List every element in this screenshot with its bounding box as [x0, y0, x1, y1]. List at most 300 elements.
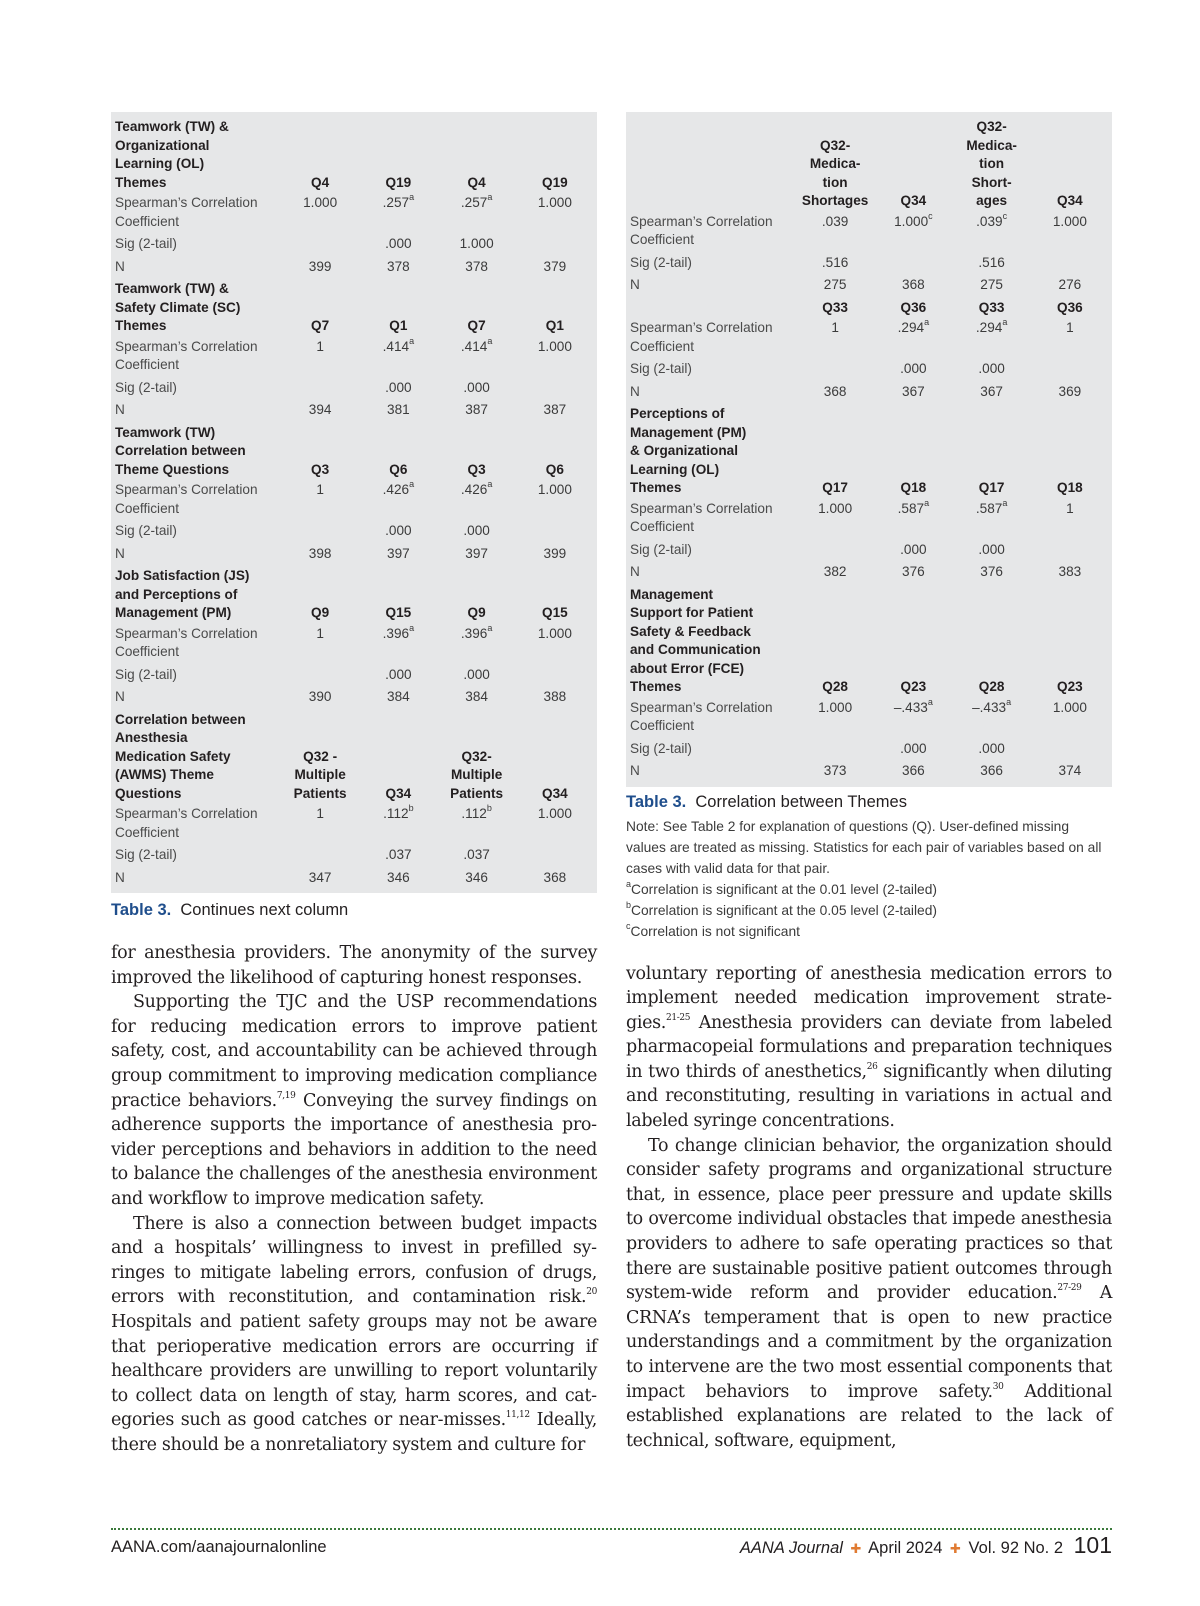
section-title-line: Themes — [115, 318, 167, 333]
table-cell — [874, 539, 952, 562]
footnote-marker: c — [1002, 210, 1008, 221]
table-cell — [281, 844, 359, 867]
note-text: Note: See Table 2 for explanation of questions (Q). User-defined missing values are treated as missing. Statistics for each pair of variables based on all cases with valid data for that pair. — [626, 818, 1102, 876]
table-cell — [281, 520, 359, 543]
row-label-line: Spearman’s Correlation — [115, 338, 258, 354]
cell-value: 1.000 — [303, 195, 338, 210]
cell-value: .112 — [383, 806, 409, 821]
table-cell — [953, 381, 1031, 404]
cell-value: 368 — [902, 277, 925, 292]
table-cell — [281, 543, 359, 566]
paragraph-text: A CRNA’s temperament that is open to new practice understandings and a commitment by the organization to intervene are the two most essential components that impact behaviors to improve safety. — [626, 1283, 1112, 1402]
section-title — [630, 297, 796, 318]
column-header: Q32- Multiple Patients — [450, 748, 504, 801]
cell-value: 373 — [823, 763, 847, 778]
footnote-marker: a — [409, 622, 415, 633]
column-header: Q32 - Multiple Patients — [293, 748, 347, 801]
row-label — [115, 399, 281, 422]
row-label — [115, 520, 281, 543]
page-number: 101 — [1073, 1532, 1112, 1558]
table-row — [115, 192, 594, 233]
row-label — [115, 256, 281, 279]
table-cell — [359, 520, 437, 543]
table-row — [630, 317, 1109, 358]
table-header-row — [630, 403, 1109, 498]
section-title-line: and Perceptions of — [115, 586, 238, 602]
table-cell — [874, 274, 952, 297]
row-label-line: Coefficient — [630, 519, 694, 534]
table-cell — [953, 358, 1031, 381]
column-header: Q17 — [978, 480, 1005, 495]
table-cell — [359, 543, 437, 566]
column-header: Q7 — [311, 318, 330, 333]
table-cell — [438, 623, 516, 664]
table-cell — [516, 192, 594, 233]
section-title-line: Perceptions of — [630, 406, 725, 421]
citation-marker: 21-25 — [665, 1012, 691, 1023]
section-title-line: Learning (OL) — [115, 156, 205, 171]
row-label-line: N — [630, 564, 640, 579]
table-header-row — [115, 422, 594, 480]
cell-value: 399 — [543, 545, 567, 561]
table-cell — [516, 479, 594, 520]
table-cell — [1031, 697, 1109, 738]
table-cell — [1031, 358, 1109, 381]
cell-value: .000 — [385, 666, 412, 682]
row-label-line: Sig (2-tail) — [630, 361, 692, 376]
table-caption-right — [626, 793, 1112, 812]
row-label — [115, 479, 281, 520]
table-cell — [516, 399, 594, 422]
table-cell — [796, 252, 874, 275]
cell-value: 347 — [308, 869, 332, 885]
table-cell — [359, 377, 437, 400]
row-label-line: Spearman’s Correlation — [630, 213, 773, 229]
table-cell — [796, 760, 874, 783]
table-note — [626, 921, 1112, 942]
cell-value: .257 — [460, 195, 488, 210]
table-notes — [626, 816, 1112, 942]
row-label-line: Coefficient — [630, 338, 694, 354]
table-cell — [796, 539, 874, 562]
cell-value: 376 — [980, 564, 1003, 579]
table-cell — [438, 192, 516, 233]
table-row — [630, 738, 1109, 761]
table-cell — [953, 760, 1031, 783]
footnote-marker: a — [1002, 497, 1008, 508]
table-cell — [796, 317, 874, 358]
table-cell — [953, 498, 1031, 539]
correlation-table-right — [630, 116, 1109, 783]
footnote-marker: a — [626, 878, 632, 889]
section-title-line: Theme Questions — [115, 461, 230, 477]
section-title-line: about Error (FCE) — [630, 660, 745, 676]
cell-value: .000 — [463, 666, 490, 682]
column-header: Q9 — [311, 605, 330, 620]
column-header: Q34 — [900, 193, 927, 208]
footer-citation — [740, 1532, 1112, 1559]
row-label-line: N — [115, 402, 125, 417]
footnote-marker: a — [409, 192, 415, 203]
note-text: Correlation is significant at the 0.05 level (2-tailed) — [631, 902, 937, 918]
cell-value: 1 — [316, 806, 324, 821]
body-text-left — [111, 941, 597, 1457]
table-row — [115, 623, 594, 664]
table-cell — [281, 399, 359, 422]
footnote-marker: a — [487, 335, 493, 346]
caption-text: Continues next column — [180, 901, 349, 919]
table-row — [115, 256, 594, 279]
row-label — [115, 686, 281, 709]
table-row — [115, 520, 594, 543]
cell-value: 368 — [543, 869, 567, 885]
table-row — [115, 844, 594, 867]
section-title-line: Teamwork (TW) & — [115, 281, 229, 296]
cell-value: .037 — [385, 847, 412, 862]
row-label — [630, 317, 796, 358]
row-label-line: N — [115, 545, 125, 561]
table-cell — [359, 664, 437, 687]
table-cell — [438, 543, 516, 566]
cell-value: 374 — [1058, 763, 1082, 778]
row-label-line: Sig (2-tail) — [115, 666, 177, 682]
table-cell — [796, 211, 874, 252]
row-label-line: Coefficient — [115, 213, 179, 229]
cell-value: 1.000 — [818, 500, 853, 516]
table-cell — [874, 252, 952, 275]
table-row — [115, 543, 594, 566]
table-cell — [281, 664, 359, 687]
row-label-line: Spearman’s Correlation — [630, 699, 773, 715]
row-label — [115, 377, 281, 400]
section-title-line: Medication Safety — [115, 748, 231, 764]
cell-value: .396 — [382, 625, 410, 641]
column-header: Q34 — [542, 785, 568, 801]
section-title-line: Correlation between — [115, 443, 246, 458]
table-cell — [516, 336, 594, 377]
table-cell — [438, 377, 516, 400]
cell-value: 1 — [1066, 500, 1074, 516]
table-header-row — [115, 565, 594, 623]
table-cell — [359, 399, 437, 422]
row-label-line: Spearman’s Correlation — [630, 320, 773, 335]
column-header: Q17 — [822, 480, 848, 495]
row-label-line: Coefficient — [630, 232, 694, 247]
table-cell — [438, 520, 516, 543]
column-header: Q1 — [389, 318, 408, 333]
cell-value: 367 — [902, 383, 925, 399]
table-cell — [438, 336, 516, 377]
caption-label: Table 3. — [111, 901, 172, 919]
cell-value: 276 — [1058, 277, 1082, 292]
cell-value: 275 — [980, 277, 1003, 292]
table-cell — [281, 377, 359, 400]
footnote-marker: b — [408, 803, 414, 814]
row-label-line: Coefficient — [630, 718, 694, 733]
cell-value: 397 — [387, 545, 410, 561]
footer-divider — [111, 1528, 1112, 1530]
cell-value: 1.000 — [537, 806, 572, 821]
cell-value: 1.000 — [537, 338, 572, 354]
table-cell — [281, 623, 359, 664]
section-title-line: Teamwork (TW) — [115, 424, 216, 440]
row-label — [630, 498, 796, 539]
table-cell — [953, 561, 1031, 584]
footnote-marker: b — [626, 899, 632, 910]
cell-value: 394 — [308, 402, 332, 417]
table-note — [626, 879, 1112, 900]
column-header: Q6 — [389, 461, 408, 477]
table-3-part-1 — [111, 112, 597, 893]
cell-value: .426 — [382, 482, 410, 497]
cell-value: 382 — [823, 564, 847, 579]
table-cell — [359, 803, 437, 844]
table-cell — [953, 317, 1031, 358]
row-label-line: Sig (2-tail) — [630, 541, 692, 557]
section-title-line: (AWMS) Theme — [115, 767, 214, 782]
table-cell — [1031, 539, 1109, 562]
cell-value: .257 — [382, 195, 410, 210]
table-cell — [953, 211, 1031, 252]
table-cell — [281, 686, 359, 709]
citation-marker: 26 — [866, 1062, 878, 1073]
row-label — [115, 867, 281, 890]
table-row — [630, 561, 1109, 584]
column-header: Q34 — [385, 785, 412, 801]
cell-value: 1 — [831, 320, 839, 335]
table-cell — [281, 192, 359, 233]
column-header: Q4 — [311, 174, 330, 190]
cell-value: .426 — [460, 482, 488, 497]
cell-value: 381 — [387, 402, 410, 417]
table-header-row — [115, 709, 594, 804]
footnote-marker: a — [409, 335, 415, 346]
column-header: Q15 — [385, 605, 412, 620]
column-header: Q32- Medica- tion Shortages — [801, 137, 869, 208]
row-label-line: Spearman’s Correlation — [115, 625, 258, 641]
table-cell — [796, 381, 874, 404]
section-title-line: Safety Climate (SC) — [115, 299, 241, 315]
cell-value: .000 — [385, 523, 412, 538]
body-paragraph — [111, 1212, 597, 1458]
cell-value: 388 — [543, 689, 567, 704]
footnote-marker: a — [1006, 696, 1012, 707]
table-row — [115, 803, 594, 844]
table-cell — [516, 520, 594, 543]
footer-url[interactable]: AANA.com/aanajournalonline — [111, 1538, 327, 1556]
table-cell — [953, 738, 1031, 761]
row-label — [630, 738, 796, 761]
section-title-line: Correlation between — [115, 711, 246, 727]
cell-value: .414 — [460, 338, 488, 354]
table-row — [115, 377, 594, 400]
table-cell — [359, 256, 437, 279]
column-header: Q36 — [900, 299, 927, 315]
table-cell — [796, 358, 874, 381]
column-header: Q36 — [1057, 299, 1083, 315]
table-row — [630, 381, 1109, 404]
cell-value: 399 — [308, 258, 332, 274]
table-cell — [438, 867, 516, 890]
cell-value: .294 — [975, 320, 1003, 335]
section-title — [115, 565, 281, 623]
column-header: Q32- Medica- tion Short- ages — [966, 119, 1017, 208]
cell-value: 1.000 — [459, 236, 494, 251]
table-cell — [516, 377, 594, 400]
section-title — [630, 584, 796, 697]
section-title-line: Learning (OL) — [630, 461, 720, 477]
row-label-line: Sig (2-tail) — [115, 523, 177, 538]
table-cell — [1031, 252, 1109, 275]
footnote-marker: a — [487, 622, 493, 633]
body-paragraph — [626, 962, 1112, 1134]
row-label-line: Coefficient — [115, 500, 179, 516]
cell-value: .000 — [900, 740, 927, 756]
table-row — [115, 399, 594, 422]
citation-marker: 20 — [586, 1287, 597, 1298]
body-paragraph — [111, 990, 597, 1211]
paragraph-text: Anesthesia providers can deviate from labeled pharmacopeial formulations and preparation techniques in two thirds of anesthetics, — [626, 1012, 1112, 1082]
cell-value: .000 — [978, 541, 1005, 557]
volume-issue: Vol. 92 No. 2 — [968, 1539, 1064, 1557]
cell-value: 275 — [823, 277, 847, 292]
table-cell — [1031, 381, 1109, 404]
table-cell — [1031, 738, 1109, 761]
table-cell — [516, 664, 594, 687]
table-header-row — [115, 116, 594, 192]
table-cell — [438, 233, 516, 256]
table-cell — [953, 539, 1031, 562]
table-cell — [796, 498, 874, 539]
cell-value: 1 — [1066, 320, 1074, 335]
column-header: Q23 — [1057, 679, 1083, 694]
table-cell — [874, 697, 952, 738]
table-cell — [874, 738, 952, 761]
cell-value: 1.000 — [818, 699, 853, 715]
table-cell — [1031, 498, 1109, 539]
cell-value: .039 — [821, 213, 849, 229]
cell-value: 1.000 — [537, 482, 572, 497]
paragraph-text: To change clinician behavior, the organization should consider safety programs and organizational structure that, in essence, place peer pressure and update skills to overcome individual obstacles that impede anesthesia providers to adhere to safe operating practices so that there are sustainable positive patient outcomes through system-wide reform and provider education. — [626, 1135, 1112, 1304]
column-header: Q6 — [545, 461, 564, 477]
table-cell — [516, 623, 594, 664]
row-label-line: Sig (2-tail) — [630, 740, 692, 756]
cell-value: .000 — [463, 379, 490, 395]
table-cell — [874, 317, 952, 358]
table-caption-left — [111, 901, 597, 920]
column-header: Q9 — [467, 605, 486, 620]
table-row — [630, 539, 1109, 562]
section-title — [115, 709, 281, 804]
row-label-line: N — [630, 383, 640, 399]
table-cell — [359, 479, 437, 520]
column-header: Q28 — [978, 679, 1005, 694]
table-row — [630, 274, 1109, 297]
cell-value: 379 — [543, 258, 567, 274]
table-cell — [438, 256, 516, 279]
section-title-line: Anesthesia — [115, 730, 188, 745]
table-cell — [516, 543, 594, 566]
paragraph-text: for anesthesia providers. The anonymity of the survey improved the likelihood of capturing honest responses. — [111, 943, 597, 988]
cell-value: .587 — [975, 500, 1003, 516]
column-header: Q3 — [311, 461, 330, 477]
row-label-line: Sig (2-tail) — [630, 254, 692, 270]
paragraph-text: Hospitals and patient safety groups may not be aware that perioperative medication errors are occurring if healthcare providers are unwilling to report voluntarily to collect data on length of stay, harm scores, and categories such as good catches or near-misses. — [111, 1311, 597, 1431]
cell-value: 368 — [823, 383, 847, 399]
section-title-line: Themes — [630, 679, 682, 694]
cell-value: 384 — [465, 689, 488, 704]
journal-name: AANA Journal — [739, 1539, 843, 1557]
cell-value: 398 — [308, 545, 332, 561]
cell-value: .037 — [463, 847, 490, 862]
body-paragraph — [111, 941, 597, 990]
row-label — [630, 358, 796, 381]
table-cell — [516, 844, 594, 867]
column-header: Q23 — [900, 679, 927, 694]
table-row — [115, 233, 594, 256]
citation-marker: 30 — [992, 1381, 1004, 1392]
citation-marker: 7,19 — [276, 1090, 296, 1101]
cell-value: 384 — [387, 689, 410, 704]
cell-value: .000 — [978, 361, 1005, 376]
section-title-line: Teamwork (TW) & — [115, 119, 229, 134]
cell-value: 367 — [980, 383, 1003, 399]
row-label — [630, 211, 796, 252]
cell-value: 1 — [316, 625, 324, 641]
row-label-line: Sig (2-tail) — [115, 379, 177, 395]
cell-value: 378 — [387, 258, 410, 274]
section-title — [115, 278, 281, 336]
row-label — [115, 623, 281, 664]
cell-value: .000 — [978, 740, 1005, 756]
cell-value: 1 — [316, 482, 324, 497]
table-row — [630, 498, 1109, 539]
table-cell — [874, 358, 952, 381]
row-label — [630, 381, 796, 404]
footnote-marker: a — [927, 696, 933, 707]
table-cell — [874, 760, 952, 783]
row-label-line: Spearman’s Correlation — [115, 195, 258, 210]
row-label — [115, 664, 281, 687]
section-title-line: & Organizational — [630, 443, 739, 458]
caption-label: Table 3. — [626, 792, 687, 811]
table-cell — [953, 274, 1031, 297]
correlation-table-left — [115, 116, 594, 889]
table-cell — [1031, 211, 1109, 252]
column-header: Q33 — [822, 299, 848, 315]
table-cell — [281, 803, 359, 844]
row-label-line: Spearman’s Correlation — [115, 482, 258, 497]
table-row — [115, 336, 594, 377]
row-label — [630, 274, 796, 297]
caption-text: Correlation between Themes — [695, 792, 907, 811]
section-title-line: Questions — [115, 785, 182, 801]
row-label-line: Coefficient — [115, 824, 179, 840]
row-label-line: N — [630, 763, 640, 778]
cell-value: .039 — [976, 213, 1003, 229]
table-cell — [874, 381, 952, 404]
row-label — [115, 803, 281, 844]
right-column — [626, 112, 1112, 1453]
footnote-marker: a — [924, 317, 930, 328]
table-cell — [359, 623, 437, 664]
section-title-line: Organizational — [115, 137, 210, 153]
cell-value: 397 — [465, 545, 488, 561]
citation-marker: 11,12 — [505, 1410, 530, 1421]
column-header: Q3 — [467, 461, 486, 477]
table-row — [630, 358, 1109, 381]
table-cell — [516, 233, 594, 256]
